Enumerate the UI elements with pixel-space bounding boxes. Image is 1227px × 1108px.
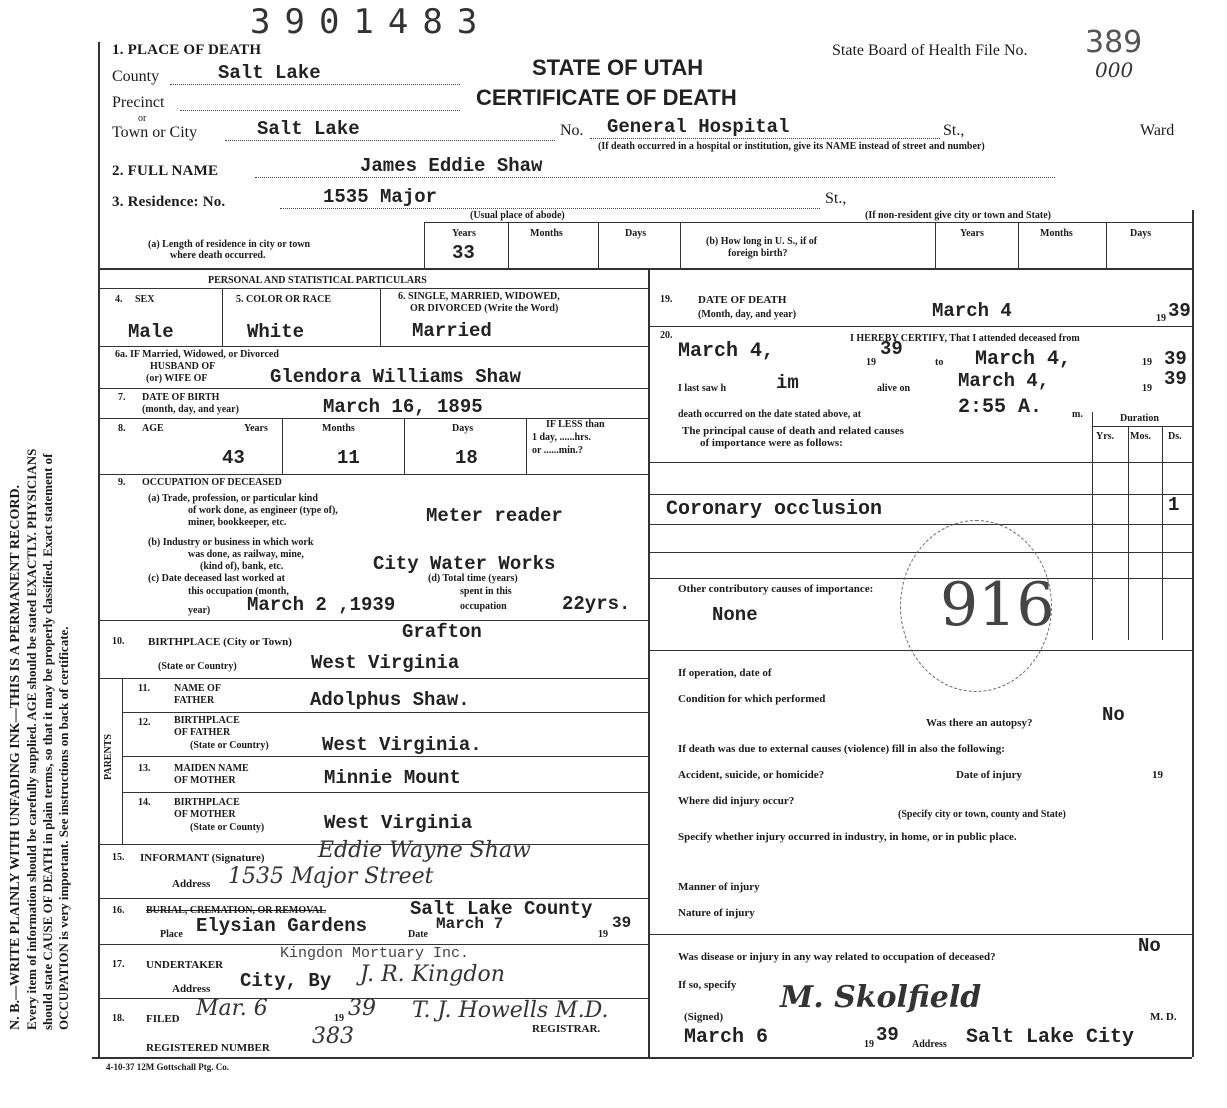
burial-place: Elysian Gardens xyxy=(196,915,368,937)
age-col-3 xyxy=(526,418,527,474)
father-num: 11. xyxy=(138,683,150,694)
undertaker-name: Kingdon Mortuary Inc. xyxy=(280,945,470,962)
reg-number: 383 xyxy=(312,1024,354,1049)
external-label: If death was due to external causes (violence) fill in also the following: xyxy=(678,743,1005,755)
informant-address-label: Address xyxy=(172,878,211,890)
age-days-value: 18 xyxy=(455,447,478,469)
margin-line-4: OCCUPATION is very important. See instructions on back of certificate. xyxy=(56,626,71,1030)
institution-line xyxy=(590,138,940,139)
ward-label: Ward xyxy=(1140,122,1175,139)
sex-value: Male xyxy=(128,321,174,343)
time-label: death occurred on the date stated above, at xyxy=(678,409,862,420)
birthplace-label: BIRTHPLACE (City or Town) xyxy=(148,636,292,648)
occupation-answer: No xyxy=(1138,935,1161,957)
mother-bp-label-c: (State or County) xyxy=(190,822,265,833)
age-num: 8. xyxy=(118,423,126,434)
spouse-label-b: HUSBAND OF xyxy=(150,361,216,372)
color-value: White xyxy=(247,321,305,343)
margin-line-3: should state CAUSE OF DEATH in plain terms, so that it may be properly classified. Exact statement of xyxy=(40,453,55,1030)
signed-yr: 39 xyxy=(876,1024,899,1046)
last-worked-value: March 2 ,1939 xyxy=(247,594,396,616)
father-label-a: NAME OF xyxy=(174,683,221,694)
condition-label: Condition for which performed xyxy=(678,693,826,705)
us-label-b: foreign birth? xyxy=(728,248,788,259)
frame-right xyxy=(1192,210,1194,1057)
nonresident-note: (If non-resident give city or town and State) xyxy=(865,210,1052,221)
occ-b-label-3: (kind of), bank, etc. xyxy=(200,561,284,572)
mos-header: Mos. xyxy=(1130,431,1151,442)
sex-col xyxy=(222,288,223,346)
attend-to-label: to xyxy=(935,357,944,368)
operation-label: If operation, date of xyxy=(678,667,772,679)
alive-label: alive on xyxy=(877,383,911,394)
frame-personal-top xyxy=(98,268,1192,270)
town-value: Salt Lake xyxy=(257,118,360,140)
father-bp-num: 12. xyxy=(138,717,151,728)
frame-middle xyxy=(648,268,650,1057)
res-years-value: 33 xyxy=(452,242,475,264)
m-label: m. xyxy=(1072,409,1083,420)
attend-from: March 4, xyxy=(678,340,775,363)
occupation-question: Was disease or injury in any way related to occupation of deceased? xyxy=(678,951,996,963)
yr-prefix-1: 19 xyxy=(866,357,876,368)
dur-col-1 xyxy=(1092,412,1093,640)
row-8-line xyxy=(98,474,648,475)
length-label-a: (a) Length of residence in city or town xyxy=(148,239,311,250)
residence-value: 1535 Major xyxy=(323,186,438,208)
marital-label-b: OR DIVORCED (Write the Word) xyxy=(410,303,559,314)
res-months-header: Months xyxy=(530,228,563,239)
row-6a-line xyxy=(98,388,648,389)
mother-num: 13. xyxy=(138,763,151,774)
age-years-value: 43 xyxy=(222,447,245,469)
manner-label: Manner of injury xyxy=(678,881,760,893)
row-19-line xyxy=(648,326,1192,327)
row-12-line xyxy=(122,756,648,757)
father-value: Adolphus Shaw. xyxy=(310,689,470,711)
dod-num: 19. xyxy=(660,294,673,305)
margin-line-2: Every item of information should be carefully supplied. AGE should be stated EXACTLY. PHYSICIANS xyxy=(24,448,39,1030)
undertaker-signature: J. R. Kingdon xyxy=(360,962,505,987)
occ-a-label-2: of work done, as engineer (type of), xyxy=(188,505,338,516)
if-so-label: If so, specify xyxy=(678,979,737,991)
us-months-header: Months xyxy=(1040,228,1073,239)
us-col-1 xyxy=(935,222,936,268)
death-time: 2:55 A. xyxy=(958,396,1043,419)
trade-value: Meter reader xyxy=(426,505,563,527)
mother-label-b: OF MOTHER xyxy=(174,775,236,786)
injury-yr-label: 19 xyxy=(1152,769,1163,781)
age-months-header: Months xyxy=(322,423,355,434)
occ-d-label-1: (d) Total time (years) xyxy=(428,573,518,584)
county-line xyxy=(170,84,460,85)
age-years-header: Years xyxy=(244,423,268,434)
precinct-line xyxy=(180,110,460,111)
us-label-a: (b) How long in U. S., if of xyxy=(706,236,818,247)
undertaker-label: UNDERTAKER xyxy=(146,959,224,971)
spouse-value: Glendora Williams Shaw xyxy=(270,366,521,388)
reg-number-label: REGISTERED NUMBER xyxy=(146,1042,270,1054)
age-col-1 xyxy=(282,418,283,474)
dod-label-b: (Month, day, and year) xyxy=(698,309,797,320)
signed-label: (Signed) xyxy=(684,1011,724,1023)
filed-year-prefix: 19 xyxy=(334,1013,344,1024)
father-bp-label-c: (State or Country) xyxy=(190,740,269,751)
bp-state-label: (State or Country) xyxy=(158,661,237,672)
attend-to-yr: 39 xyxy=(1164,348,1187,370)
signed-yr-prefix: 19 xyxy=(864,1039,874,1050)
name-line xyxy=(255,177,1055,178)
res-days-header: Days xyxy=(625,228,647,239)
occ-c-label-2: this occupation (month, xyxy=(188,586,289,597)
father-bp-label-a: BIRTHPLACE xyxy=(174,715,240,726)
contrib-label: Other contributory causes of importance: xyxy=(678,583,874,595)
informant-address: 1535 Major Street xyxy=(228,864,434,889)
marital-value: Married xyxy=(412,320,492,342)
residence-label: 3. Residence: No. xyxy=(112,194,226,210)
frame-bottom xyxy=(92,1057,1192,1059)
mother-bp-label-a: BIRTHPLACE xyxy=(174,797,240,808)
cause-line-3 xyxy=(648,524,1192,525)
title-certificate: CERTIFICATE OF DEATH xyxy=(476,85,737,110)
mother-label-a: MAIDEN NAME xyxy=(174,763,249,774)
row-5-line xyxy=(98,346,648,347)
personal-header-line xyxy=(98,288,648,289)
less-label-c: or ......min.? xyxy=(532,445,583,456)
marital-label-a: 6. SINGLE, MARRIED, WIDOWED, xyxy=(398,291,560,302)
margin-note xyxy=(8,449,72,1030)
dob-num: 7. xyxy=(118,392,126,403)
dod-label-a: DATE OF DEATH xyxy=(698,294,787,306)
occupation-label: OCCUPATION OF DECEASED xyxy=(142,477,282,488)
father-bp-label-b: OF FATHER xyxy=(174,727,231,738)
stamp-number: 916 xyxy=(940,570,1055,640)
last-saw-him: im xyxy=(776,372,799,394)
md-label: M. D. xyxy=(1150,1011,1177,1023)
birthplace-city: Grafton xyxy=(402,621,482,643)
autopsy-value: No xyxy=(1102,704,1125,726)
occ-a-label-1: (a) Trade, profession, or particular kind xyxy=(148,493,318,504)
row-9-line xyxy=(98,620,648,621)
sex-label-text: SEX xyxy=(135,294,155,305)
precinct-label: Precinct xyxy=(112,94,165,111)
mother-bp-label-b: OF MOTHER xyxy=(174,809,236,820)
row-11-line xyxy=(122,712,648,713)
signed-date: March 6 xyxy=(684,1026,769,1049)
town-label: Town or City xyxy=(112,124,198,141)
informant-signature: Eddie Wayne Shaw xyxy=(318,838,531,863)
row-10-line xyxy=(98,678,648,679)
parents-side-label: PARENTS xyxy=(103,734,114,780)
father-label-b: FATHER xyxy=(174,695,215,706)
undertaker-address-label: Address xyxy=(172,983,211,995)
cause-label-a: The principal cause of death and related causes xyxy=(682,425,904,437)
occ-c-label-3: year) xyxy=(188,605,211,616)
institution-value: General Hospital xyxy=(607,116,790,138)
institution-no-label: No. xyxy=(560,122,584,139)
registrar-label: REGISTRAR. xyxy=(532,1023,601,1035)
attend-to: March 4, xyxy=(975,348,1072,371)
filed-year: 39 xyxy=(348,996,376,1021)
length-label-b: where death occurred. xyxy=(170,250,266,261)
less-label-a: IF LESS than xyxy=(546,419,605,430)
burial-date-label: Date xyxy=(408,929,428,940)
county-value: Salt Lake xyxy=(218,62,321,84)
res-col-3 xyxy=(598,222,599,268)
filed-date: Mar. 6 xyxy=(196,996,268,1021)
filed-label: FILED xyxy=(146,1013,180,1025)
cause-line-1 xyxy=(648,462,1192,463)
filed-num: 18. xyxy=(112,1013,125,1024)
occ-num: 9. xyxy=(118,477,126,488)
file-number-sub: 000 xyxy=(1095,58,1134,82)
file-label: State Board of Health File No. xyxy=(832,42,1028,59)
full-name-label: 2. FULL NAME xyxy=(112,163,219,179)
dod-yr: 39 xyxy=(1168,300,1191,322)
occ-d-label-3: occupation xyxy=(460,601,507,612)
industry-value: City Water Works xyxy=(373,553,556,575)
mother-value: Minnie Mount xyxy=(324,767,461,789)
county-label: County xyxy=(112,68,160,85)
serial-number: 3901483 xyxy=(250,2,492,42)
burial-county: Salt Lake County xyxy=(410,898,593,920)
bp-num: 10. xyxy=(112,636,125,647)
dod-yr-prefix: 19 xyxy=(1156,313,1166,324)
hospital-note: (If death occurred in a hospital or institution, give its NAME instead of street and number) xyxy=(598,141,985,152)
occ-b-label-2: was done, as railway, mine, xyxy=(188,549,304,560)
certify-label: I HEREBY CERTIFY, That I attended deceased from xyxy=(850,333,1080,344)
contrib-value: None xyxy=(712,604,758,626)
physician-address: Salt Lake City xyxy=(966,1026,1135,1049)
cause-label-b: of importance were as follows: xyxy=(700,437,843,449)
printer-note: 4-10-37 12M Gottschall Ptg. Co. xyxy=(106,1062,229,1072)
dob-label-b: (month, day, and year) xyxy=(142,404,239,415)
color-label: 5. COLOR OR RACE xyxy=(236,294,332,305)
accident-label: Accident, suicide, or homicide? xyxy=(678,769,825,781)
yrs-header: Yrs. xyxy=(1096,431,1115,442)
title-state: STATE OF UTAH xyxy=(532,55,704,80)
cause-value: Coronary occlusion xyxy=(666,498,883,521)
physician-address-label: Address xyxy=(912,1039,947,1050)
spouse-label-a: 6a. IF Married, Widowed, or Divorced xyxy=(115,349,279,360)
cause-days: 1 xyxy=(1168,494,1180,516)
attend-from-yr: 39 xyxy=(880,338,903,360)
father-bp-value: West Virginia. xyxy=(322,734,482,756)
yr-prefix-3: 19 xyxy=(1142,383,1152,394)
birthplace-state: West Virginia xyxy=(311,652,460,674)
res-col-4 xyxy=(680,222,681,268)
residence-st-label: St., xyxy=(825,190,847,207)
st-label: St., xyxy=(943,122,965,139)
age-days-header: Days xyxy=(452,423,474,434)
us-days-header: Days xyxy=(1130,228,1152,239)
less-label-b: 1 day, ......hrs. xyxy=(532,432,591,443)
frame-left xyxy=(98,42,100,1057)
injury-date-label: Date of injury xyxy=(956,769,1022,781)
informant-label: INFORMANT (Signature) xyxy=(140,852,265,864)
dob-label-a: DATE OF BIRTH xyxy=(142,392,220,403)
us-years-header: Years xyxy=(960,228,984,239)
us-col-2 xyxy=(1018,222,1019,268)
mother-bp-value: West Virginia xyxy=(324,812,473,834)
residence-line xyxy=(280,208,820,209)
res-years-header: Years xyxy=(452,228,476,239)
margin-line-1: N. B.—WRITE PLAINLY WITH UNFADING INK—THIS IS A PERMANENT RECORD. xyxy=(8,484,23,1030)
specify-city: (Specify city or town, county and State) xyxy=(898,809,1066,820)
injury-block-line xyxy=(648,934,1192,935)
parents-col xyxy=(122,678,123,844)
res-col-1 xyxy=(424,222,425,268)
alive-yr: 39 xyxy=(1164,368,1187,390)
or-label: or xyxy=(138,113,147,124)
res-col-2 xyxy=(508,222,509,268)
age-months-value: 11 xyxy=(337,447,360,469)
dod-value: March 4 xyxy=(932,300,1012,322)
nature-label: Nature of injury xyxy=(678,907,755,919)
row-13-line xyxy=(122,792,648,793)
spouse-label-c: (or) WIFE OF xyxy=(146,373,208,384)
dur-col-3 xyxy=(1162,426,1163,640)
cause-line-2 xyxy=(648,494,1192,495)
dur-col-2 xyxy=(1128,426,1129,640)
mother-bp-num: 14. xyxy=(138,797,151,808)
undertaker-address: City, By xyxy=(240,970,332,992)
total-time-value: 22yrs. xyxy=(562,593,631,615)
personal-header: PERSONAL AND STATISTICAL PARTICULARS xyxy=(208,275,427,286)
burial-year: 39 xyxy=(612,914,632,932)
duration-header: Duration xyxy=(1120,413,1159,424)
last-saw-label: I last saw h xyxy=(678,383,727,394)
occ-a-label-3: miner, bookkeeper, etc. xyxy=(188,517,287,528)
us-col-3 xyxy=(1106,222,1107,268)
occ-d-label-2: spent in this xyxy=(460,586,512,597)
informant-num: 15. xyxy=(112,852,125,863)
occ-b-label-1: (b) Industry or business in which work xyxy=(148,537,314,548)
burial-year-prefix: 19 xyxy=(598,929,608,940)
registrar-signature: T. J. Howells M.D. xyxy=(412,998,609,1023)
color-col xyxy=(380,288,381,346)
sex-label: 4. SEX xyxy=(115,294,155,305)
alive-date: March 4, xyxy=(958,370,1050,392)
cert-num: 20. xyxy=(660,330,673,341)
specify-where: Specify whether injury occurred in industry, in home, or in public place. xyxy=(678,831,1017,843)
burial-date: March 7 xyxy=(436,915,504,933)
undertaker-num: 17. xyxy=(112,959,125,970)
where-label: Where did injury occur? xyxy=(678,795,795,807)
burial-place-label: Place xyxy=(160,929,183,940)
physician-signature: M. Skolfield xyxy=(780,980,982,1015)
autopsy-label: Was there an autopsy? xyxy=(926,717,1033,729)
ds-header: Ds. xyxy=(1168,431,1182,442)
abode-note: (Usual place of abode) xyxy=(470,210,565,221)
file-number: 389 xyxy=(1085,25,1143,60)
place-of-death-label: 1. PLACE OF DEATH xyxy=(112,42,262,58)
burial-num: 16. xyxy=(112,905,125,916)
town-line xyxy=(225,140,555,141)
occ-c-label-1: (c) Date deceased last worked at xyxy=(148,573,285,584)
burial-label: BURIAL, CREMATION, OR REMOVAL xyxy=(146,905,326,916)
duration-line xyxy=(1092,426,1192,427)
full-name-value: James Eddie Shaw xyxy=(360,155,543,177)
residence-box-top xyxy=(424,222,1192,223)
dob-value: March 16, 1895 xyxy=(323,396,483,418)
age-col-2 xyxy=(404,418,405,474)
yr-prefix-2: 19 xyxy=(1142,357,1152,368)
age-label: AGE xyxy=(142,423,164,434)
